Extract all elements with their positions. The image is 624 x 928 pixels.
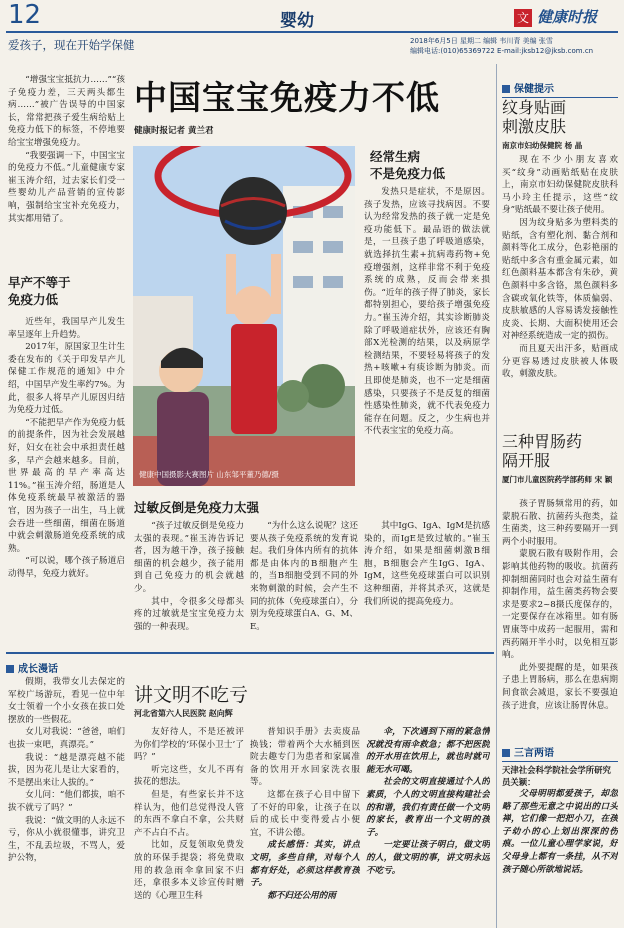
body-paragraph: 我说：“越是漂亮越不能拔，因为花儿是让大家看的，不是摆出来让人拔的。”: [8, 752, 125, 788]
intro-paragraph-2: “我要强调一下，中国宝宝的免疫力不低。”儿童健康专家崔玉涛介绍，过去家长们受一些婴幼儿产品营销的宣传影响，强制给宝宝补充免疫力，其实都用错了。: [8, 150, 125, 224]
square-bullet-icon: [502, 85, 510, 93]
body-paragraph: 父母明明都爱孩子，却忽略了那些无意之中说出的口头禅，它们像一把把小刀，在孩子幼小的心上划出深深的伤痕。一位儿童心理学家说，好父母身上都有一条挂，从不对孩子随心所欲地说话。: [502, 789, 618, 875]
square-bullet-icon: [502, 749, 510, 757]
body-paragraph: 2017年，原国家卫生计生委在发布的《关于印发早产儿保健工作规范的通知》中介绍，中国早产发生率约7%。为此，很多人将早产儿原因归结为免疫力过低。: [8, 342, 125, 416]
body-paragraph: 假期，我带女儿去保定的军校广场游玩，看见一位中年女士领着一个小女孩在拔口处摆放的一些假花。: [8, 677, 125, 725]
growth-column-1: [8, 676, 125, 924]
sidebar-body-1: [502, 154, 618, 426]
sidebar-title-2: 三种胃肠药 隔开服: [502, 432, 583, 470]
intro-paragraph-1: “增强宝宝抵抗力……”“孩子免疫力差，三天两头都生病……”被广告误导的中国家长，常常把孩子爱生病给贴上免疫力低下的标签，不停地要给宝宝增强免疫力。: [8, 75, 125, 148]
growth-header-label: 成长漫话: [18, 664, 58, 675]
lead-column-3: [364, 186, 490, 484]
body-paragraph: 因为纹身贴多为塑料类的贴纸，含有塑化剂、黏合剂和颜料等化工成分，色彩艳丽的贴纸中多含有重金属元素，如红色颜料基本都含有朱砂，黄色颜料中多含铬，黑色颜料多含碳或氧化铁等，体质偏弱、皮肤敏感的人容易诱发接触性皮炎、长期、大面积使用还会对神经系统造成一定的损伤。: [502, 217, 618, 342]
lead-intro: [8, 74, 125, 264]
growth-title: 讲文明不吃亏: [134, 684, 249, 706]
body-paragraph: 成长感悟：其实，讲点文明，多些自律，对每个人都有好处，必须这样教育孩子。: [250, 840, 360, 889]
body-paragraph: “可以说，哪个孩子肠道启动得早，免疫力就好。: [8, 556, 125, 579]
column-divider: [496, 64, 497, 928]
masthead: [0, 0, 624, 58]
sidebar-header-label: 三言两语: [514, 748, 554, 759]
body-paragraph: 这都在孩子心目中留下了不好的印象，让孩子在以后的成长中变得爱占小便宜，不讲公德。: [250, 789, 360, 838]
body-paragraph: 近些年，我国早产儿发生率呈逐年上升趋势。: [8, 317, 125, 340]
logo-text: 健康时报: [537, 8, 598, 26]
photo-caption: 健康中国摄影大赛图片 山东邹平董乃德/摄: [139, 470, 279, 479]
body-paragraph: 都不归还公用的雨: [267, 890, 336, 901]
body-paragraph: 孩子胃肠频常用的药，如蒙脱石散、抗菌药头孢类，益生菌类，这三种药要隔开一到两个小时服用。: [502, 499, 618, 547]
masthead-divider: [6, 31, 618, 33]
sidebar-header: [502, 80, 618, 98]
sidebar-title-1: 纹身贴画 刺激皮肤: [502, 98, 567, 136]
body-paragraph: 我说：“做文明的人永远不亏，你从小就很懂事，讲究卫生，不乱丢垃圾，不骂人，爱护公物，: [8, 815, 125, 864]
lead-title: 中国宝宝免疫力不低: [134, 78, 440, 117]
body-paragraph: 其中，令很多父母都头疼的过敏就是宝宝免疫力太强的一种表现。: [134, 596, 244, 632]
body-paragraph: 发热只是症状，不是原因。孩子发热，应该寻找病因。不要认为经常发热的孩子就一定是免疫功能低下。最品语的做法就是，一旦孩子患了呼吸道感染，就选择抗生素+抗病毒药物+免疫增强剂，这样非常不利于免疫系统的成熟，反而会带来损伤。“近年的孩子得了肺炎，家长都特别担心，要给孩子增强免疫力。”崔玉涛介绍，其实诊断肺炎除了呼吸道症状外，应该还有胸部X光检测的结果，以及病原学检测结果，不要轻易将孩子的发热+咳嗽+有痰诊断为肺炎。而且即使是肺炎，也不一定是细菌感染，只要孩子不是反复的细菌性感染性肺炎，就不代表免疫力能存在问题。反之，少生病也并不代表宝宝的免疫力高。: [364, 187, 490, 437]
growth-column-2: [134, 726, 244, 924]
body-paragraph: 伞，下次遇到下雨的紧急情况就没有雨伞救急；都不把医院的开水用在饮用上，就也时就可能无水可喝。: [366, 727, 490, 775]
sidebar-header-2: [502, 744, 618, 762]
body-paragraph: “为什么这么说呢？这还要从孩子免疫系统的发育说起。我们身体内所有的抗体都是由体内的B细胞产生的，当B细胞受到不同的外来物刺激的时候，会产生不同的抗体（免疫球蛋白），分别为免疫球蛋白A、G、M、E。: [250, 521, 358, 632]
body-paragraph: 社会的文明直接通过个人的素质，个人的文明直接构建社会的和谐，我们有责任做一个文明的家长，教育出一个文明的孩子。: [366, 777, 490, 838]
quote-body: [502, 788, 618, 922]
body-paragraph: 其中IgG、IgA、IgM是抗感染的，而IgE是致过敏的。”崔玉涛介绍，如果是细菌刺激B细胞，B细胞会产生IgG、IgA、IgM，这些免疫球蛋白可以识别这种细菌，并将其杀灭，这就是我们所说的提高免疫力。: [364, 521, 490, 607]
body-paragraph: 比如，反复领取免费发放的环保手提袋；将免费取用的救急雨伞拿回家不归还，拿很多本义诊宣传时赠送的《心理卫生科: [134, 840, 244, 901]
subhead-allergy: 过敏反倒是免疫力太强: [134, 500, 260, 515]
lead-column-4a: [134, 520, 244, 634]
lead-photo: [133, 146, 355, 486]
slogan: 爱孩子，现在开始学保健: [8, 38, 135, 52]
body-paragraph: “孩子过敏反倒是免疫力太强的表现。”崔玉涛告诉记者，因为越干净，孩子接触细菌的机会越少，孩子能用到自己免疫力的机会就越少。: [134, 521, 244, 594]
body-paragraph: 现在不少小朋友喜欢买“纹身”动画贴纸贴在皮肤上，南京市妇幼保健院皮肤科马小玲主任提示，这些“纹身”贴纸最不要让孩子使用。: [502, 155, 618, 216]
growth-byline: 河北省第六人民医院 赵向辉: [134, 709, 233, 718]
body-paragraph: 普知识手册》去卖废品换钱；带着两个大水桶到医院去趣专门为患者和家属准备的饮用开水回家洗衣服等。: [250, 727, 360, 788]
body-paragraph: 友好待人，不是还被评为你们学校的‘环保小卫士’了吗？”: [134, 727, 244, 763]
date-line: 2018年6月5日 星期二 编辑 韦川青 美编 张雪: [410, 37, 553, 45]
body-paragraph: 蒙脱石散有吸附作用，会影响其他药物的吸收。抗菌药抑制细菌同时也会对益生菌有抑制作用，益生菌类药物会要求是要求2~8摄氏度保存的，一定要保存在冰箱里。如有肠胃康等中成药一起服用，需和西药隔开半小时，以免相互影响。: [502, 549, 618, 661]
sidebar-byline-1: 南京市妇幼保健院 杨 晶: [502, 141, 583, 150]
body-paragraph: 一定要让孩子明白，做文明的人，做文明的事，讲文明永远不吃亏。: [366, 840, 490, 876]
newspaper-logo: [514, 6, 597, 26]
body-paragraph: 而且夏天出汗多，贴画成分更容易透过皮肤被人体吸收，刺激皮肤。: [502, 343, 618, 380]
growth-column-4: [366, 726, 490, 924]
subhead-premature: 早产不等于 免疫力低: [8, 275, 71, 307]
lead-column-1b: [8, 316, 125, 626]
sidebar-header-label: 保健提示: [514, 84, 554, 95]
lead-column-4b: [250, 520, 358, 634]
sidebar-body-2: [502, 498, 618, 738]
body-paragraph: “不能把早产作为免疫力低的前提条件，因为社会发展越好，妇女在社会中承担责任越多，早产会越来越多。目前，世界最高的早产率高达11%。”崔玉涛介绍，肠道是人体免疫系统最早被激活的器官，因为孩子一出生，马上就会吞进一些细菌，细菌在肠道中就会刺激肠道免疫系统的成熟。: [8, 417, 125, 554]
body-paragraph: 但是，有些家长并不这样认为，他们总觉得没人管的东西不拿白不拿，公共财产不占白不占。: [134, 789, 244, 838]
growth-header: [6, 652, 494, 676]
contact-line: 编辑电话:(010)65369722 E-mail:jksb12@jksb.com.cn: [410, 47, 594, 55]
quote-source: 天津社会科学院社会学所研究员关颖：: [502, 765, 611, 787]
page-number: 12: [8, 0, 42, 30]
lead-column-4c: [364, 520, 490, 634]
body-paragraph: 女儿问：“他们都拔，咱不拔不就亏了吗？”: [8, 790, 125, 813]
logo-mark-icon: 文: [514, 9, 532, 27]
photo-illustration: [133, 146, 355, 486]
growth-column-3: [250, 726, 360, 924]
subhead-often-sick: 经常生病 不是免疫力低: [370, 149, 446, 181]
lead-byline: 健康时报记者 黄兰君: [134, 126, 214, 136]
sidebar-byline-2: 厦门市儿童医院药学部药师 宋 颖: [502, 475, 613, 484]
body-paragraph: 此外要提醒的是，如果孩子患上胃肠病，那么在患病期间食欲会减退，家长不要强迫孩子进食，应该让肠胃休息。: [502, 662, 618, 711]
section-title: 婴幼: [280, 11, 314, 31]
body-paragraph: 听完这些，女儿不再有拔花的想法。: [134, 764, 244, 788]
square-bullet-icon: [6, 665, 14, 673]
body-paragraph: 女儿对我说：“爸爸，咱们也拔一束吧，真漂亮。”: [8, 727, 125, 750]
